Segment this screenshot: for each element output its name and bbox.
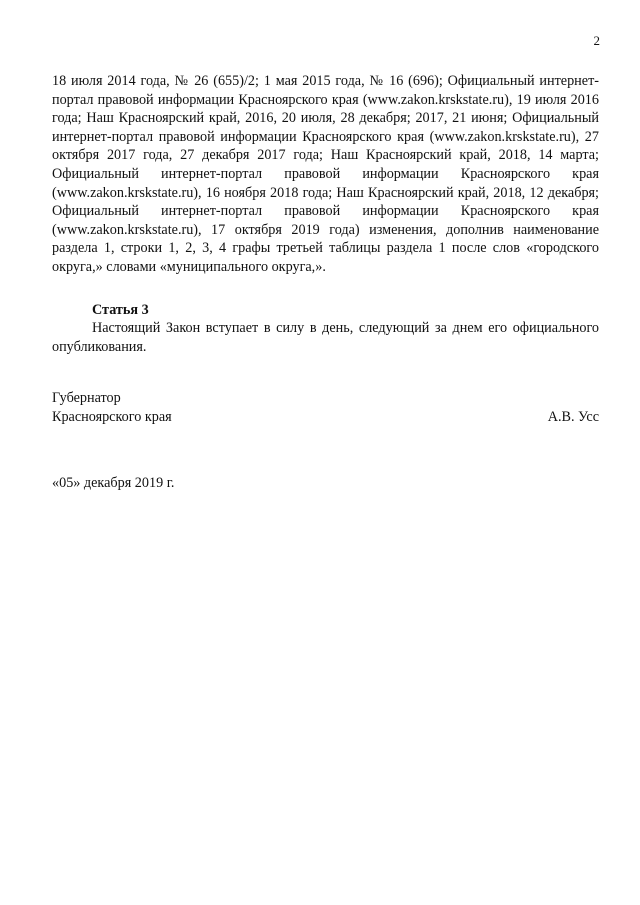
page-number: 2 xyxy=(593,33,600,48)
signature-block xyxy=(52,389,599,426)
article-title: Статья 3 xyxy=(92,301,149,318)
signatory-title-line2: Красноярского края xyxy=(52,408,172,425)
article-text: Настоящий Закон вступает в силу в день, следующий за днем его официального опубликования. xyxy=(52,320,599,355)
signatory-name: А.В. Усс xyxy=(547,408,599,425)
signature-row xyxy=(52,408,599,427)
signatory-title-line1: Губернатор xyxy=(52,390,121,406)
body-paragraph: 18 июля 2014 года, № 26 (655)/2; 1 мая 2015 года, № 16 (696); Официальный интернет-портал правовой информации Красноярского края (www.zakon.krskstate.ru), 19 июля 2016 года; Наш Красноярский край, 2016, 20 июля, 28 декабря; 2017, 21 июня; Официальный интернет-портал правовой информации Красноярского края (www.zakon.krskstate.ru), 27 октября 2017 года, 27 декабря 2017 года; Наш Красноярский край, 2018, 14 марта; Официальный интернет-портал правовой информации Красноярского края (www.zakon.krskstate.ru), 16 ноября 2018 года; Наш Красноярский край, 2018, 12 декабря; Официальный интернет-портал правовой информации Красноярского края (www.zakon.krskstate.ru), 17 октября 2019 года) изменения, дополнив наименование раздела 1, строки 1, 2, 3, 4 графы третьей таблицы раздела 1 после слов «городского округа,» словами «муниципального округа,». xyxy=(52,73,599,275)
document-date: «05» декабря 2019 г. xyxy=(52,475,175,491)
document-body xyxy=(52,72,599,356)
